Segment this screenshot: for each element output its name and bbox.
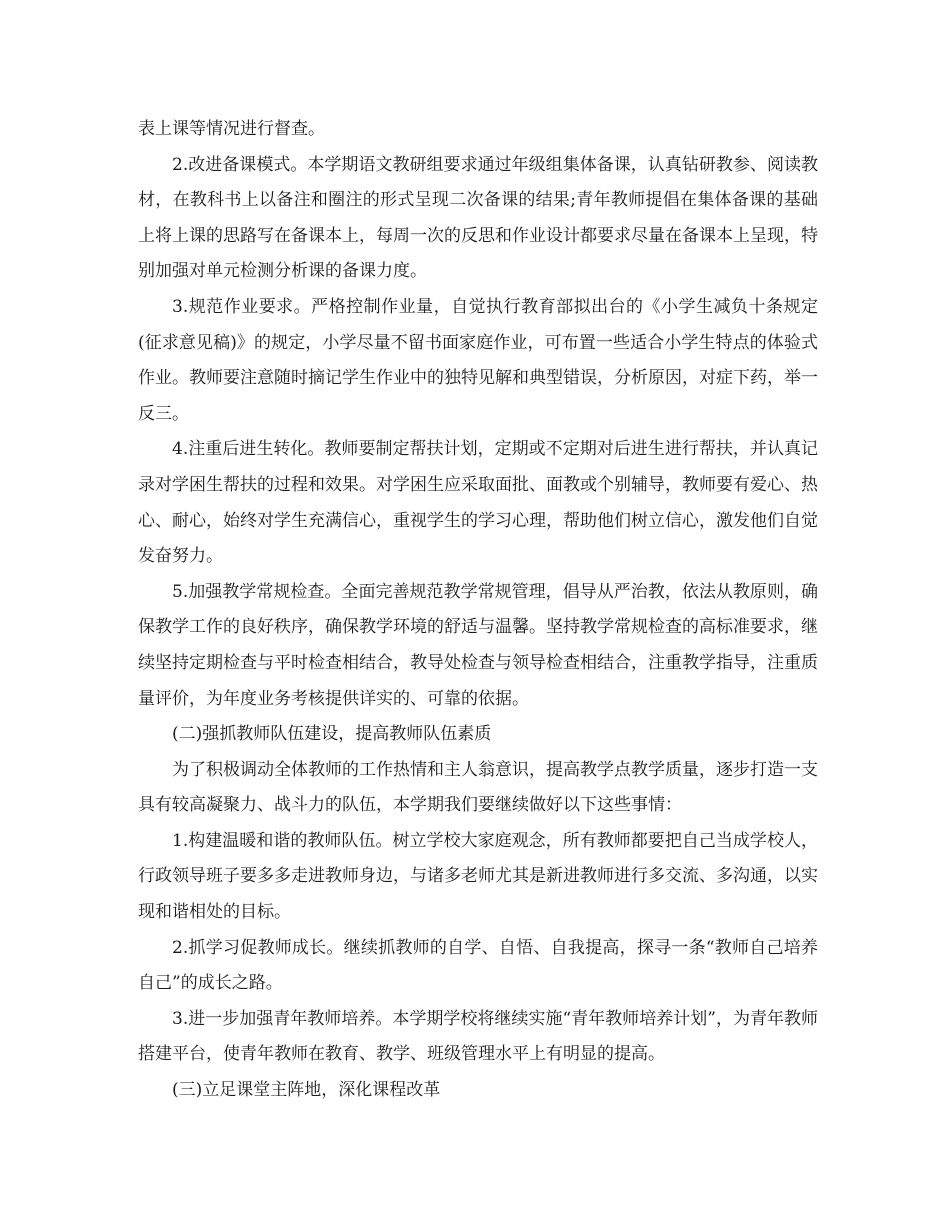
paragraph-homework: 3.规范作业要求。严格控制作业量，自觉执行教育部拟出台的《小学生减负十条规定(征求意见稿)》的规定，小学尽量不留书面家庭作业，可布置一些适合小学生特点的体验式作业。教师要注意随时摘记学生作业中的独特见解和典型错误，分析原因，对症下药，举一反三。 bbox=[138, 296, 818, 424]
paragraph-teacher-growth: 2.抓学习促教师成长。继续抓教师的自学、自悟、自我提高，探寻一条“教师自己培养自己”的成长之路。 bbox=[138, 937, 818, 994]
paragraph-lesson-prep: 2.改进备课模式。本学期语文教研组要求通过年级组集体备课，认真钻研教参、阅读教材，在教科书上以备注和圈注的形式呈现二次备课的结果;青年教师提倡在集体备课的基础上将上课的思路写在备课本上，每周一次的反思和作业设计都要求尽量在备课本上呈现，特别加强对单元检测分析课的备课力度。 bbox=[138, 154, 818, 282]
paragraph-teaching-inspection: 5.加强教学常规检查。全面完善规范教学常规管理，倡导从严治教，依法从教原则，确保教学工作的良好秩序，确保教学环境的舒适与温馨。坚持教学常规检查的高标准要求，继续坚持定期检查与平时检查相结合，教导处检查与领导检查相结合，注重教学指导，注重质量评价，为年度业务考核提供详实的、可靠的依据。 bbox=[138, 581, 818, 709]
paragraph-harmonious-team: 1.构建温暖和谐的教师队伍。树立学校大家庭观念，所有教师都要把自己当成学校人，行政领导班子要多多走进教师身边，与诸多老师尤其是新进教师进行多交流、多沟通，以实现和谐相处的目标。 bbox=[138, 830, 818, 923]
body-text bbox=[138, 112, 818, 1109]
section-heading-curriculum: (三)立足课堂主阵地，深化课程改革 bbox=[172, 1080, 441, 1101]
paragraph-continuation: 表上课等情况进行督查。 bbox=[138, 119, 325, 139]
section-heading-teacher-team: (二)强抓教师队伍建设，提高教师队伍素质 bbox=[172, 724, 492, 745]
paragraph-struggling-students: 4.注重后进生转化。教师要制定帮扶计划，定期或不定期对后进生进行帮扶，并认真记录对学困生帮扶的过程和效果。对学困生应采取面批、面教或个别辅导，教师要有爱心、热心、耐心，始终对学生充满信心，重视学生的学习心理，帮助他们树立信心，激发他们自觉发奋努力。 bbox=[138, 439, 818, 567]
paragraph-team-intro: 为了积极调动全体教师的工作热情和主人翁意识，提高教学点教学质量，逐步打造一支具有较高凝聚力、战斗力的队伍，本学期我们要继续做好以下这些事情： bbox=[138, 759, 818, 816]
paragraph-young-teachers: 3.进一步加强青年教师培养。本学期学校将继续实施“青年教师培养计划”，为青年教师搭建平台，使青年教师在教育、教学、班级管理水平上有明显的提高。 bbox=[138, 1008, 818, 1065]
